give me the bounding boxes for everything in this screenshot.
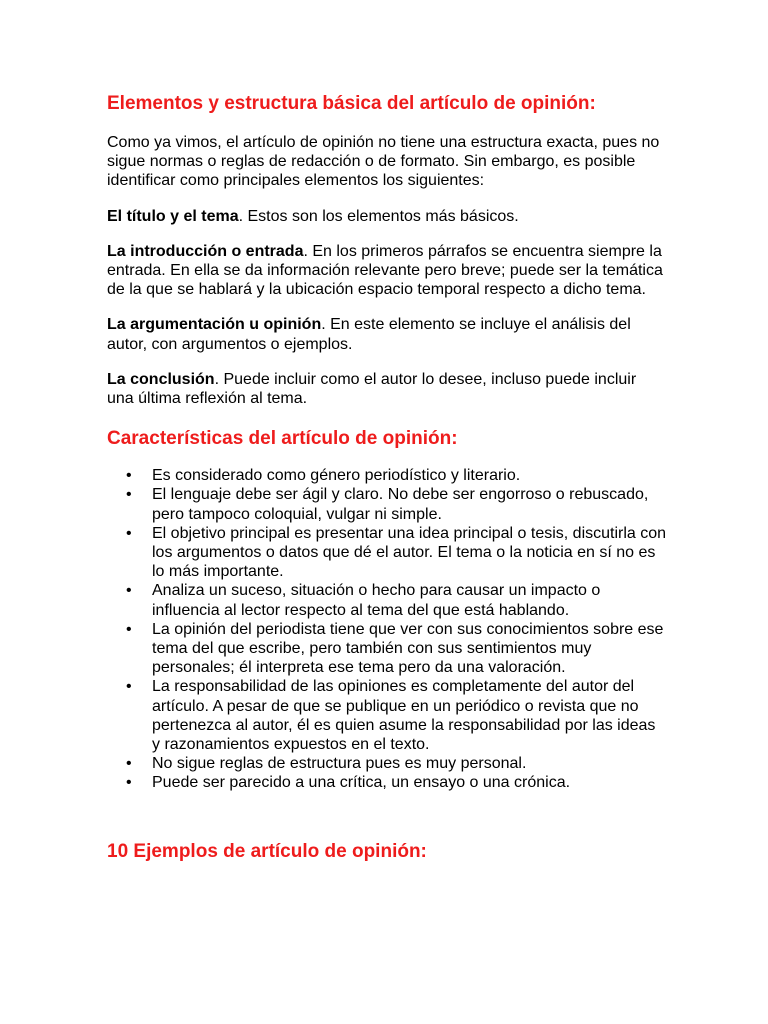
element-text: . Puede incluir como el autor lo desee, incluso puede incluir una última reflexión al tema. (107, 370, 637, 408)
bullet-icon: • (126, 467, 132, 485)
bullet-icon: • (126, 755, 132, 773)
list-item (126, 466, 667, 485)
element-paragraph-conclusion (107, 370, 667, 408)
element-text: . En este elemento se incluye el análisis del autor, con argumentos o ejemplos. (107, 316, 631, 353)
list-item-text: Puede ser parecido a una crítica, un ensayo o una crónica. (152, 774, 571, 792)
intro-paragraph: Como ya vimos, el artículo de opinión no tiene una estructura exacta, pues no sigue normas o reglas de redacción o de formato. Sin embargo, es posible identificar como principales elementos los siguientes: (107, 134, 660, 190)
list-item (126, 620, 667, 678)
section-heading-elementos: Elementos y estructura básica del artículo de opinión: (107, 93, 596, 114)
element-term: La argumentación u opinión (107, 316, 322, 334)
bullet-icon: • (126, 582, 132, 600)
bullet-icon: • (126, 486, 132, 504)
element-term: La conclusión (107, 370, 215, 388)
bullet-icon: • (126, 620, 132, 638)
bullet-icon: • (126, 524, 132, 542)
list-item-text: Analiza un suceso, situación o hecho para causar un impacto o influencia al lector respecto al tema del que está hablando. (152, 582, 601, 619)
section-heading-ejemplos: 10 Ejemplos de artículo de opinión: (107, 840, 427, 862)
list-item (126, 773, 667, 792)
list-item (126, 581, 667, 619)
list-item-text: El objetivo principal es presentar una idea principal o tesis, discutirla con los argumentos o datos que dé el autor. El tema o la noticia en sí no es lo más importante. (152, 524, 667, 581)
element-term: El título y el tema (107, 207, 239, 225)
element-text: . Estos son los elementos más básicos. (238, 207, 519, 225)
bullet-icon: • (126, 678, 132, 696)
element-term: La introducción o entrada (107, 242, 304, 260)
list-item-text: El lenguaje debe ser ágil y claro. No debe ser engorroso o rebuscado, pero tampoco coloquial, vulgar ni simple. (152, 486, 649, 523)
characteristics-list (107, 466, 667, 792)
bullet-icon: • (126, 774, 132, 792)
list-item (126, 677, 667, 754)
section-heading-caracteristicas: Características del artículo de opinión: (107, 428, 458, 450)
document-page (107, 88, 667, 865)
list-item (126, 524, 667, 582)
element-paragraph-titulo (107, 207, 667, 226)
list-item-text: La responsabilidad de las opiniones es completamente del autor del artículo. A pesar de que se publique en un periódico o revista que no pertenezca al autor, él es quien asume la responsabilidad por las ideas y razonamientos expuestos en el texto. (152, 678, 656, 754)
element-paragraph-introduccion (107, 242, 667, 300)
list-item-text: Es considerado como género periodístico y literario. (152, 467, 521, 485)
element-text: . En los primeros párrafos se encuentra siempre la entrada. En ella se da información relevante pero breve; puede ser la temática de la que se hablará y la ubicación espacio temporal respecto a dicho tema. (107, 242, 663, 299)
list-item (126, 485, 667, 523)
list-item (126, 754, 667, 773)
list-item-text: La opinión del periodista tiene que ver con sus conocimientos sobre ese tema del que escribe, pero también con sus sentimientos muy personales; él interpreta ese tema pero da una valoración. (152, 620, 664, 677)
list-item-text: No sigue reglas de estructura pues es muy personal. (152, 755, 527, 773)
element-paragraph-argumentacion (107, 315, 667, 353)
